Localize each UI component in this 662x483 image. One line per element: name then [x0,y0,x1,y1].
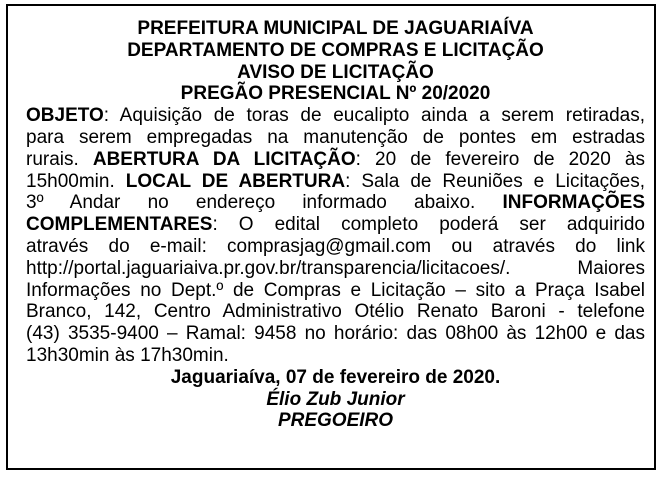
body-text-segment: 13h30min às 17h30min. [26,344,229,366]
body-text-segment: através do e-mail: comprasjag@gmail.com ou através do link [26,235,645,257]
body-line [26,192,645,214]
body-line [26,258,645,280]
header-notice-type: AVISO DE LICITAÇÃO [237,61,434,83]
body-line [26,345,645,367]
body-bold-segment: OBJETO [26,105,104,127]
body-text-segment: : Sala de Reuniões e Licitações, [345,170,645,192]
body-line [26,214,645,236]
body-bold-segment: ABERTURA DA LICITAÇÃO [92,148,356,170]
body-text-segment: para serem empregadas na manutenção de pontes em estradas [26,126,645,148]
body-line [26,280,645,302]
signer-name: Élio Zub Junior [266,388,405,410]
body-text-segment: : Aquisição de toras de eucalipto ainda a serem retiradas, [103,105,645,127]
body-text-segment: 3º Andar no endereço informado abaixo. [26,192,503,214]
body-line [26,323,645,345]
date-line: Jaguariaíva, 07 de fevereiro de 2020. [170,366,501,388]
signer-role: PREGOEIRO [277,410,394,432]
body-line [26,127,645,149]
body-line [26,105,645,127]
body-line [26,149,645,171]
header-auction-number: PREGÃO PRESENCIAL Nº 20/2020 [180,83,491,105]
body-text-segment: http://portal.jaguariaiva.pr.gov.br/transparencia/licitacoes/. Maiores [26,257,645,279]
body-line [26,301,645,323]
body-text-segment: : O edital completo poderá ser adquirido [212,214,645,236]
body-text-segment: (43) 3535-9400 – Ramal: 9458 no horário: das 08h00 às 12h00 e das [26,323,645,345]
body-text-segment: Branco, 142, Centro Administrativo Otélio Renato Baroni - telefone [26,301,645,323]
body-text-segment: : 20 de fevereiro de 2020 às [355,148,645,170]
body-bold-segment: LOCAL DE ABERTURA [125,170,346,192]
body-line [26,236,645,258]
notice-border [6,4,656,470]
body-bold-segment: INFORMAÇÕES [502,192,645,214]
body-text-segment: rurais. [26,148,93,170]
header-municipality: PREFEITURA MUNICIPAL DE JAGUARIAÍVA [137,18,534,39]
body-text-segment: 15h00min. [26,170,126,192]
body-text-segment: Informações no Dept.º de Compras e Licitação – sito a Praça Isabel [26,279,645,301]
header-department: DEPARTAMENTO DE COMPRAS E LICITAÇÃO [127,39,544,61]
notice-body [26,105,645,367]
body-line [26,171,645,193]
body-bold-segment: COMPLEMENTARES [26,214,213,236]
